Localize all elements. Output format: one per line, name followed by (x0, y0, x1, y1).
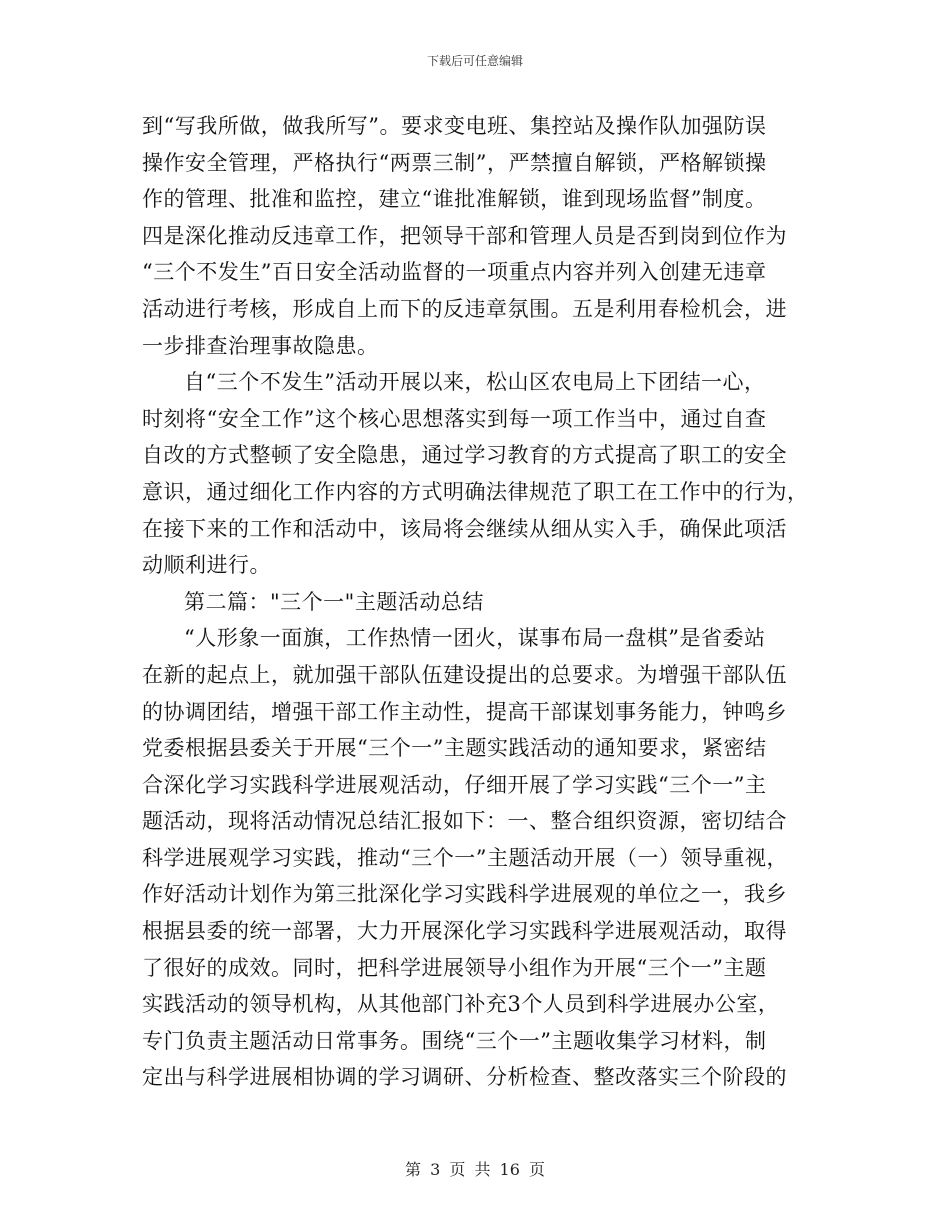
page-header-note: 下载后可任意编辑 (426, 54, 523, 68)
text-line: 活动进行考核，形成自上而下的反违章氛围。五是利用春检机会，进 (142, 296, 787, 321)
text-line: 实践活动的领导机构，从其他部门补充3个人员到科学进展办公室， (142, 992, 780, 1017)
text-line: 到“写我所做，做我所写”。要求变电班、集控站及操作队加强防误 (142, 114, 767, 138)
text-line: 时刻将“安全工作”这个核心思想落实到每一项工作当中，通过自查 (142, 406, 767, 431)
text-line: 动顺利进行。 (142, 553, 271, 578)
text-line: 的协调团结，增强干部工作主动性，提高干部谋划事务能力，钟鸣乡 (142, 699, 787, 724)
text-line: 四是深化推动反违章工作，把领导干部和管理人员是否到岗到位作为 (142, 223, 787, 248)
text-line: 题活动，现将活动情况总结汇报如下：一、整合组织资源，密切结合 (142, 809, 787, 834)
text-line: 党委根据县委关于开展“三个一”主题实践活动的通知要求，紧密结 (142, 736, 767, 761)
text-line: 科学进展观学习实践，推动“三个一”主题活动开展（一）领导重视， (142, 845, 788, 870)
paragraph-start-line: “人形象一面旗，工作热情一团火，谋事布局一盘棋”是省委站 (184, 626, 766, 651)
text-line: 在新的起点上，就加强干部队伍建设提出的总要求。为增强干部队伍 (142, 662, 787, 687)
text-line: 专门负责主题活动日常事务。围绕“三个一”主题收集学习材料，制 (142, 1028, 767, 1053)
text-line: 在接下来的工作和活动中，该局将会继续从细从实入手，确保此项活 (142, 516, 787, 541)
page-number-footer: 第 3 页 共 16 页 (405, 1160, 545, 1179)
text-line: 自改的方式整顿了安全隐患，通过学习教育的方式提高了职工的安全 (142, 443, 787, 468)
text-line: 操作安全管理，严格执行“两票三制”，严禁擅自解锁，严格解锁操 (142, 150, 767, 175)
text-line: 作好活动计划作为第三批深化学习实践科学进展观的单位之一，我乡 (142, 882, 787, 907)
text-line: 意识，通过细化工作内容的方式明确法律规范了职工在工作中的行为， (142, 479, 809, 504)
text-line: 了很好的成效。同时，把科学进展领导小组作为开展“三个一”主题 (142, 955, 767, 980)
text-line: 定出与科学进展相协调的学习调研、分析检查、整改落实三个阶段的 (142, 1065, 787, 1090)
section-heading: 第二篇："三个一"主题活动总结 (184, 589, 484, 614)
text-line: 根据县委的统一部署，大力开展深化学习实践科学进展观活动，取得 (142, 919, 787, 944)
text-line: 合深化学习实践科学进展观活动，仔细开展了学习实践“三个一”主 (142, 772, 767, 797)
text-line: “三个不发生”百日安全活动监督的一项重点内容并列入创建无违章 (142, 260, 767, 285)
document-body (142, 108, 809, 1096)
paragraph-start-line: 自“三个不发生”活动开展以来，松山区农电局上下团结一心， (184, 370, 766, 395)
text-line: 作的管理、批准和监控，建立“谁批准解锁，谁到现场监督”制度。 (142, 187, 767, 212)
text-line: 一步排查治理事故隐患。 (142, 333, 379, 358)
